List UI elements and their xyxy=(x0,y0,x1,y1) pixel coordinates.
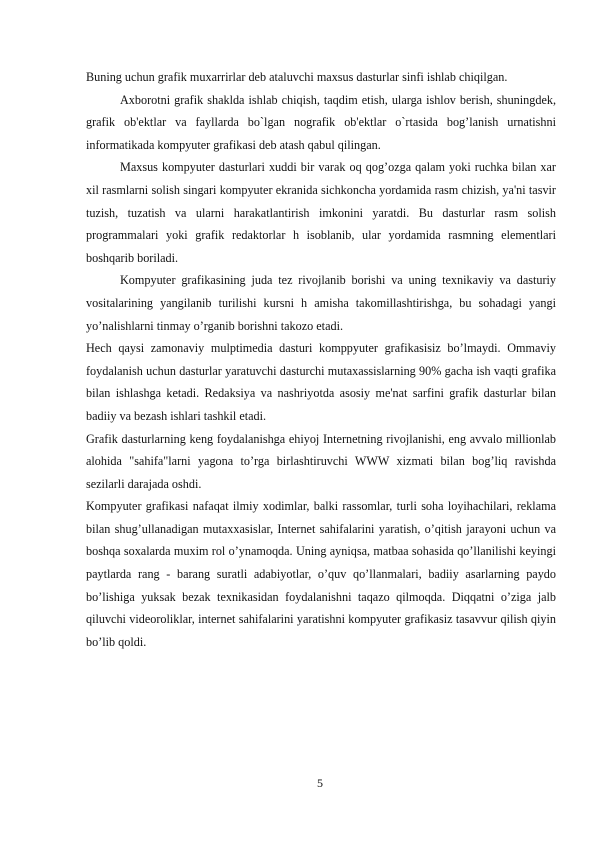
paragraph-3: Maxsus kompyuter dasturlari xuddi bir varak oq qog’ozga qalam yoki ruchka bilan xar xil rasmlarni solish singari kompyuter ekranida sichkoncha yordamida rasm chizish, ya'ni tasvir tuzish, tuzatish va ularni harakatlantirish imkonini yaratdi. Bu dasturlar rasm solish programmalari yoki grafik redaktorlar h isoblanib, ular yordamida rasmning elementlari boshqarib boriladi. xyxy=(86,160,556,265)
page-number: 5 xyxy=(317,776,323,790)
paragraph-4: Kompyuter grafikasining juda tez rivojlanib borishi va uning texnikaviy va dasturiy vositalarining yangilanib turilishi kursni h amisha takomillashtirishga, bu sohadagi yangi yo’nalishlarni tinmay o’rganib borishni takozo etadi. xyxy=(86,273,556,333)
paragraph-2: Axborotni grafik shaklda ishlab chiqish, taqdim etish, ularga ishlov berish, shuningdek, grafik ob'ektlar va fayllarda bo`lgan nografik ob'ektlar o`rtasida bog’lanish urnatishni informatikada kompyuter grafikasi deb atash qabul qilingan. xyxy=(86,92,556,152)
paragraph-6: Grafik dasturlarning keng foydalanishga ehiyoj Internetning rivojlanishi, eng avvalo millionlab alohida "sahifa"larni yagona to’rga birlashtiruvchi WWW xizmati bilan bog’liq ravishda sezilarli darajada oshdi. xyxy=(86,431,556,491)
paragraph-1: Buning uchun grafik muxarrirlar deb ataluvchi maxsus dasturlar sinfi ishlab chiqilgan. xyxy=(86,70,508,84)
paragraph-7: Kompyuter grafikasi nafaqat ilmiy xodimlar, balki rassomlar, turli soha loyihachilari, reklama bilan shug’ullanadigan mutaxxasislar, Internet sahifalarini yaratish, o’qitish jarayoni uchun va boshqa soxalarda muxim rol o’ynamoqda. Uning ayniqsa, matbaa sohasida qo’llanilishi keyingi paytlarda rang - barang suratli adabiyotlar, o’quv qo’llanmalari, badiiy asarlarning paydo bo’lishiga yuksak bezak texnikasidan foydalanishni taqazo qilmoqda. Diqqatni o’ziga jalb qiluvchi videoroliklar, internet sahifalarini yaratishni kompyuter grafikasiz tasavvur qilish qiyin bo’lib qoldi. xyxy=(86,499,556,649)
document-body xyxy=(86,66,556,653)
paragraph-5: Hech qaysi zamonaviy mulptimedia dasturi komppyuter grafikasisiz bo’lmaydi. Ommaviy foydalanish uchun dasturlar yaratuvchi dasturchi mutaxassislarning 90% gacha ish vaqti grafika bilan ishlashga ketadi. Redaksiya va nashriyotda asosiy me'nat sarfini grafik dasturlar bilan badiiy va bezash ishlari tashkil etadi. xyxy=(86,341,556,423)
